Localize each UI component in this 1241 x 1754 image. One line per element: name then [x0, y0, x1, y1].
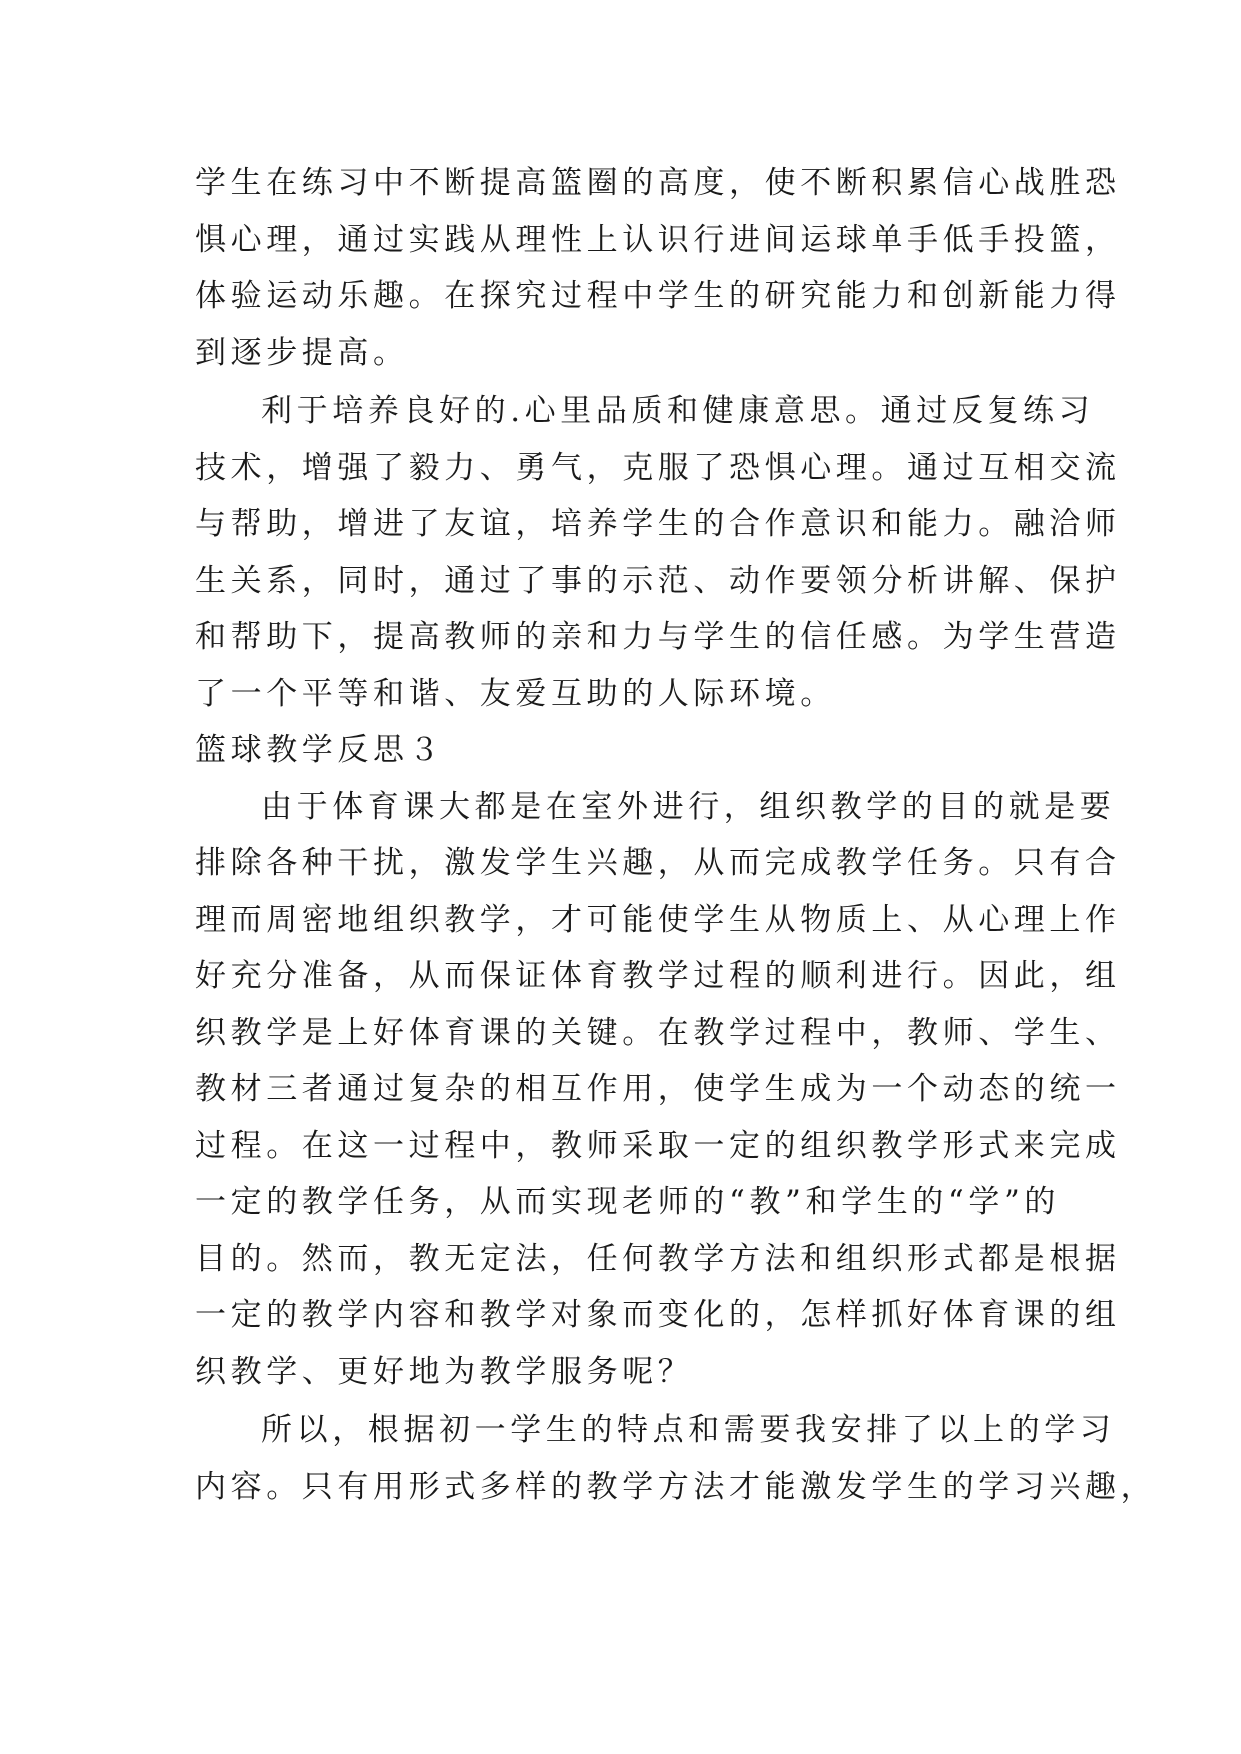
text-line: 和帮助下，提高教师的亲和力与学生的信任感。为学生营造 — [195, 619, 1121, 655]
text-line: 利于培养良好的.心里品质和健康意思。通过反复练习 — [261, 393, 1095, 429]
text-line: 织教学是上好体育课的关键。在教学过程中，教师、学生、 — [195, 1014, 1121, 1051]
text-line: 生关系，同时，通过了事的示范、动作要领分析讲解、保护 — [195, 562, 1121, 599]
text-line: 由于体育课大都是在室外进行，组织教学的目的就是要 — [261, 788, 1116, 825]
document-page — [195, 155, 1157, 1515]
paragraph-2 — [195, 383, 1121, 722]
text-line: 理而周密地组织教学，才可能使学生从物质上、从心理上作 — [195, 901, 1121, 938]
paragraph-3 — [195, 779, 1121, 1401]
text-line: 排除各种干扰，激发学生兴趣，从而完成教学任务。只有合 — [195, 845, 1121, 881]
section-heading: 篮球教学反思３ — [195, 732, 445, 768]
text-line: 到逐步提高。 — [195, 334, 409, 371]
paragraph-4 — [195, 1402, 1157, 1515]
text-line: 技术，增强了毅力、勇气，克服了恐惧心理。通过互相交流 — [195, 449, 1121, 486]
text-line: 好充分准备，从而保证体育教学过程的顺利进行。因此，组 — [195, 958, 1121, 994]
text-line: 内容。只有用形式多样的教学方法才能激发学生的学习兴趣， — [195, 1468, 1157, 1505]
text-line: 织教学、更好地为教学服务呢？ — [195, 1353, 694, 1390]
text-line: 学生在练习中不断提高篮圈的高度，使不断积累信心战胜恐 — [195, 165, 1121, 201]
text-line: 所以，根据初一学生的特点和需要我安排了以上的学习 — [261, 1412, 1116, 1448]
text-line: 了一个平等和谐、友爱互助的人际环境。 — [195, 675, 836, 712]
text-line: 目的。然而，教无定法，任何教学方法和组织形式都是根据 — [195, 1240, 1121, 1277]
text-line: 一定的教学任务，从而实现老师的“教”和学生的“学”的 — [195, 1184, 1060, 1220]
text-line: 惧心理，通过实践从理性上认识行进间运球单手低手投篮， — [195, 221, 1121, 258]
paragraph-1 — [195, 155, 1121, 381]
text-line: 一定的教学内容和教学对象而变化的，怎样抓好体育课的组 — [195, 1297, 1121, 1333]
text-line: 体验运动乐趣。在探究过程中学生的研究能力和创新能力得 — [195, 278, 1121, 314]
text-line: 与帮助，增进了友谊，培养学生的合作意识和能力。融洽师 — [195, 506, 1121, 542]
text-line: 过程。在这一过程中，教师采取一定的组织教学形式来完成 — [195, 1127, 1121, 1164]
text-line: 教材三者通过复杂的相互作用，使学生成为一个动态的统一 — [195, 1071, 1121, 1107]
